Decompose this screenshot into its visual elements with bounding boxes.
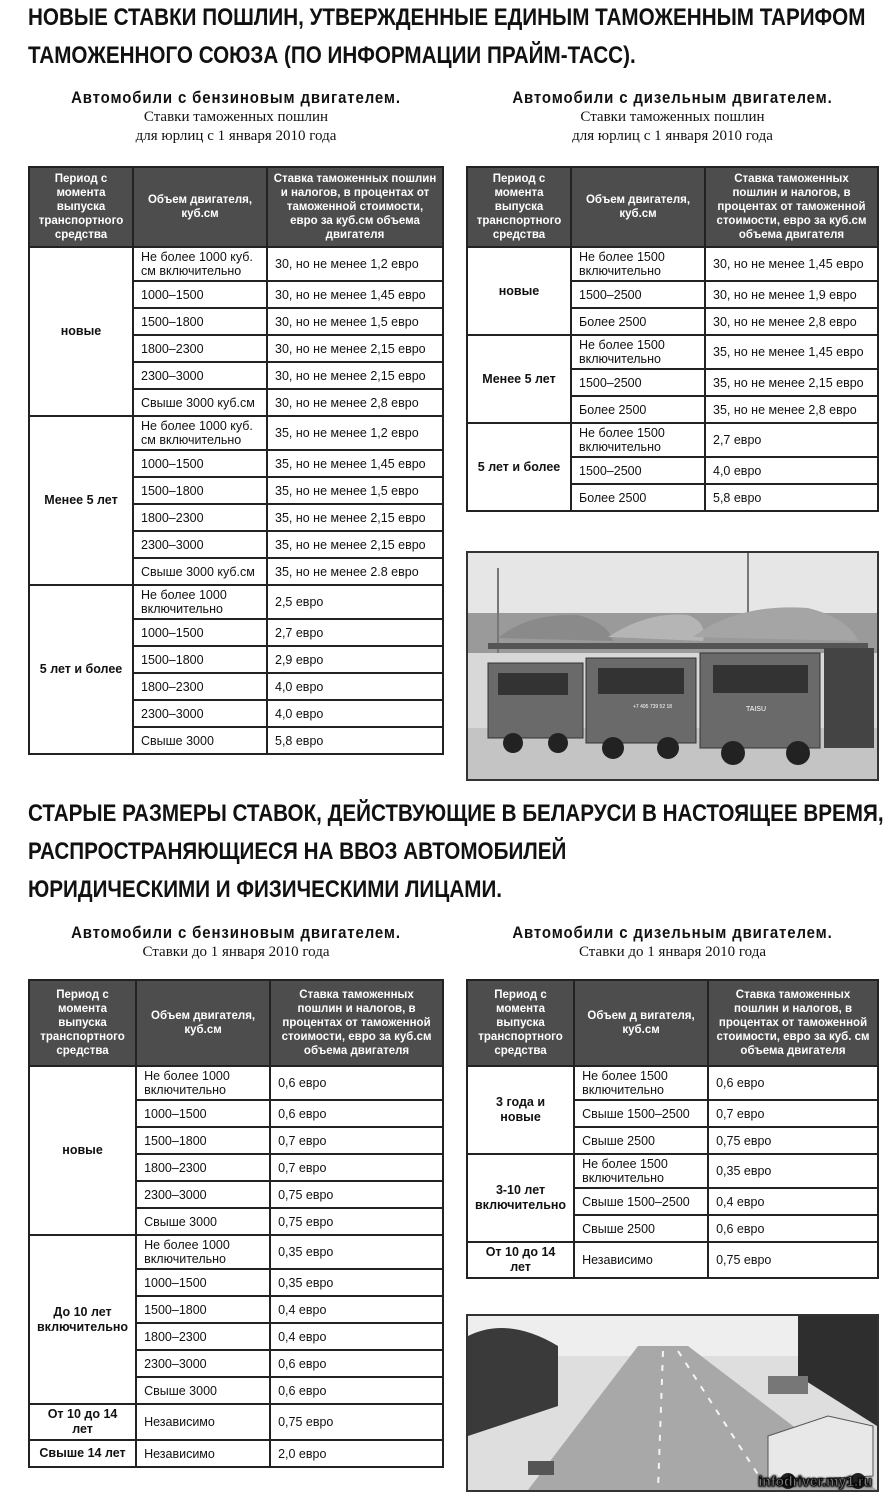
road-image (468, 1316, 877, 1490)
engine-volume-cell: Не более 1500 включительно (571, 335, 705, 369)
engine-volume-cell: 1000–1500 (136, 1269, 270, 1296)
rate-cell: 0,75 евро (270, 1404, 443, 1440)
period-cell: новые (29, 247, 133, 416)
rate-cell: 35, но не менее 1,2 евро (267, 416, 443, 450)
caption-old-diesel (466, 923, 879, 962)
period-cell: новые (29, 1066, 136, 1235)
photo-road (466, 1314, 879, 1492)
engine-volume-cell: 1500–2500 (571, 457, 705, 484)
watermark: infodriver.my1.ru (758, 1473, 872, 1489)
header-engine-volume: Объем двигателя, куб.см (133, 167, 267, 247)
table-header-row (29, 167, 443, 247)
caption-subtitle-1: Ставки до 1 января 2010 года (579, 944, 766, 960)
engine-volume-cell: 1800–2300 (133, 673, 267, 700)
header-rate: Ставка таможенных пошлин и налогов, в процентах от таможенной стоимости, евро за куб.см объема двигателя (267, 167, 443, 247)
engine-volume-cell: Свыше 3000 (136, 1208, 270, 1235)
table-row (29, 416, 443, 450)
rate-cell: 4,0 евро (267, 673, 443, 700)
rate-cell: 4,0 евро (705, 457, 878, 484)
rate-cell: 30, но не менее 1,2 евро (267, 247, 443, 281)
engine-volume-cell: 1500–1800 (133, 646, 267, 673)
table-new-diesel (466, 166, 879, 512)
caption-new-petrol (28, 88, 444, 146)
rate-cell: 35, но не менее 1,45 евро (267, 450, 443, 477)
table-row (467, 247, 878, 281)
rate-cell: 35, но не менее 2,8 евро (705, 396, 878, 423)
rate-cell: 2,5 евро (267, 585, 443, 619)
rate-cell: 0,35 евро (708, 1154, 878, 1188)
rate-cell: 4,0 евро (267, 700, 443, 727)
rate-cell: 5,8 евро (705, 484, 878, 511)
table-old-diesel (466, 979, 879, 1279)
rate-cell: 30, но не менее 1,9 евро (705, 281, 878, 308)
rate-cell: 0,7 евро (270, 1154, 443, 1181)
engine-volume-cell: 1000–1500 (133, 450, 267, 477)
table-row (467, 1066, 878, 1100)
period-cell: 5 лет и более (467, 423, 571, 511)
rate-cell: 0,6 евро (270, 1066, 443, 1100)
table-header-row (467, 167, 878, 247)
rate-cell: 0,7 евро (708, 1100, 878, 1127)
period-cell: До 10 лет включительно (29, 1235, 136, 1404)
engine-volume-cell: Свыше 1500–2500 (574, 1100, 708, 1127)
engine-volume-cell: Свыше 3000 (133, 727, 267, 754)
period-cell: 3 года и новые (467, 1066, 574, 1154)
rate-cell: 35, но не менее 2,15 евро (267, 531, 443, 558)
rate-cell: 30, но не менее 1,45 евро (267, 281, 443, 308)
engine-volume-cell: 1000–1500 (133, 619, 267, 646)
caption-old-petrol (28, 923, 444, 962)
engine-volume-cell: Независимо (136, 1404, 270, 1440)
engine-volume-cell: Не более 1000 куб. см включительно (133, 247, 267, 281)
rate-cell: 0,6 евро (270, 1100, 443, 1127)
heading-new-line-1: НОВЫЕ СТАВКИ ПОШЛИН, УТВЕРЖДЕННЫЕ ЕДИНЫМ ТАМОЖЕННЫМ ТАРИФОМ (28, 4, 866, 31)
engine-volume-cell: Более 2500 (571, 484, 705, 511)
table-old-petrol (28, 979, 444, 1468)
engine-volume-cell: Свыше 1500–2500 (574, 1188, 708, 1215)
caption-subtitle-1: Ставки до 1 января 2010 года (142, 944, 330, 960)
header-rate: Ставка таможенных пошлин и налогов, в процентах от таможенной стоимости, евро за куб.см объема двигателя (270, 980, 443, 1066)
rate-cell: 2,9 евро (267, 646, 443, 673)
rate-cell: 35, но не менее 1,5 евро (267, 477, 443, 504)
period-cell: 3-10 лет включительно (467, 1154, 574, 1242)
engine-volume-cell: 2300–3000 (133, 531, 267, 558)
engine-volume-cell: 1000–1500 (133, 281, 267, 308)
engine-volume-cell: 1500–2500 (571, 369, 705, 396)
caption-subtitle-2: для юрлиц с 1 января 2010 года (572, 128, 773, 144)
rate-cell: 0,35 евро (270, 1235, 443, 1269)
table-row (29, 1404, 443, 1440)
rate-cell: 0,7 евро (270, 1127, 443, 1154)
table-row (29, 1066, 443, 1100)
engine-volume-cell: Не более 1000 куб. см включительно (133, 416, 267, 450)
period-cell: Менее 5 лет (29, 416, 133, 585)
period-cell: Менее 5 лет (467, 335, 571, 423)
header-period: Период с момента выпуска транспортного средства (29, 980, 136, 1066)
header-engine-volume: Объем д вигателя, куб.см (574, 980, 708, 1066)
header-rate: Ставка таможенных пошлин и налогов, в процентах от таможенной стоимости, евро за куб. см объема двигателя (708, 980, 878, 1066)
engine-volume-cell: 1500–1800 (133, 308, 267, 335)
rate-cell: 35, но не менее 2,15 евро (705, 369, 878, 396)
period-cell: Свыше 14 лет (29, 1440, 136, 1467)
caption-new-diesel (466, 88, 879, 146)
period-cell: От 10 до 14 лет (29, 1404, 136, 1440)
engine-volume-cell: Более 2500 (571, 308, 705, 335)
rate-cell: 30, но не менее 2,8 евро (267, 389, 443, 416)
period-cell: новые (467, 247, 571, 335)
engine-volume-cell: 1800–2300 (136, 1154, 270, 1181)
engine-volume-cell: 1500–1800 (136, 1296, 270, 1323)
engine-volume-cell: Свыше 3000 куб.см (133, 558, 267, 585)
engine-volume-cell: Свыше 3000 (136, 1377, 270, 1404)
rate-cell: 0,6 евро (708, 1066, 878, 1100)
engine-volume-cell: Более 2500 (571, 396, 705, 423)
table-row (467, 1242, 878, 1278)
rate-cell: 30, но не менее 2,15 евро (267, 362, 443, 389)
engine-volume-cell: Независимо (136, 1440, 270, 1467)
rate-cell: 0,6 евро (270, 1350, 443, 1377)
table-header-row (467, 980, 878, 1066)
caption-subtitle-2: для юрлиц с 1 января 2010 года (135, 128, 337, 144)
header-period: Период с момента выпуска транспортного средства (467, 167, 571, 247)
engine-volume-cell: 2300–3000 (136, 1350, 270, 1377)
caption-title: Автомобили с дизельным двигателем. (512, 88, 833, 107)
caption-subtitle-1: Ставки таможенных пошлин (580, 109, 765, 125)
table-row (467, 1154, 878, 1188)
rate-cell: 35, но не менее 2.8 евро (267, 558, 443, 585)
table-row (29, 1440, 443, 1467)
caption-title: Автомобили с бензиновым двигателем. (71, 88, 401, 107)
rate-cell: 2,7 евро (705, 423, 878, 457)
engine-volume-cell: Свыше 3000 куб.см (133, 389, 267, 416)
rate-cell: 30, но не менее 1,5 евро (267, 308, 443, 335)
header-period: Период с момента выпуска транспортного средства (29, 167, 133, 247)
engine-volume-cell: Свыше 2500 (574, 1127, 708, 1154)
table-row (29, 247, 443, 281)
engine-volume-cell: Независимо (574, 1242, 708, 1278)
header-rate: Ставка таможенных пошлин и налогов, в процентах от таможенной стоимости, евро за куб.см объема двигателя (705, 167, 878, 247)
engine-volume-cell: Не более 1000 включительно (136, 1066, 270, 1100)
engine-volume-cell: 1500–1800 (133, 477, 267, 504)
engine-volume-cell: Не более 1000 включительно (133, 585, 267, 619)
caption-title: Автомобили с дизельным двигателем. (512, 923, 833, 942)
engine-volume-cell: Не более 1500 включительно (571, 247, 705, 281)
heading-new-line-2: ТАМОЖЕННОГО СОЮЗА (ПО ИНФОРМАЦИИ ПРАЙМ-ТАСС). (28, 42, 636, 69)
rate-cell: 2,0 евро (270, 1440, 443, 1467)
engine-volume-cell: 1000–1500 (136, 1100, 270, 1127)
period-cell: От 10 до 14 лет (467, 1242, 574, 1278)
rate-cell: 2,7 евро (267, 619, 443, 646)
caption-title: Автомобили с бензиновым двигателем. (71, 923, 401, 942)
engine-volume-cell: 1800–2300 (136, 1323, 270, 1350)
table-row (29, 1235, 443, 1269)
table-row (467, 423, 878, 457)
engine-volume-cell: Не более 1500 включительно (574, 1154, 708, 1188)
heading-old-line-3: ЮРИДИЧЕСКИМИ И ФИЗИЧЕСКИМИ ЛИЦАМИ. (28, 876, 503, 903)
rate-cell: 30, но не менее 2,8 евро (705, 308, 878, 335)
photo-car-transporters (466, 551, 879, 781)
rate-cell: 35, но не менее 1,45 евро (705, 335, 878, 369)
engine-volume-cell: 1500–2500 (571, 281, 705, 308)
engine-volume-cell: 1800–2300 (133, 504, 267, 531)
rate-cell: 0,4 евро (270, 1323, 443, 1350)
rate-cell: 0,75 евро (270, 1208, 443, 1235)
engine-volume-cell: 1800–2300 (133, 335, 267, 362)
engine-volume-cell: 2300–3000 (133, 362, 267, 389)
car-transporter-trucks-image (468, 553, 877, 779)
table-new-petrol (28, 166, 444, 755)
rate-cell: 0,75 евро (270, 1181, 443, 1208)
rate-cell: 0,75 евро (708, 1242, 878, 1278)
heading-old-line-2: РАСПРОСТРАНЯЮЩИЕСЯ НА ВВОЗ АВТОМОБИЛЕЙ (28, 838, 567, 865)
rate-cell: 0,6 евро (270, 1377, 443, 1404)
period-cell: 5 лет и более (29, 585, 133, 754)
caption-subtitle-1: Ставки таможенных пошлин (143, 109, 329, 125)
header-engine-volume: Объем двигателя, куб.см (136, 980, 270, 1066)
engine-volume-cell: Не более 1500 включительно (571, 423, 705, 457)
table-row (467, 335, 878, 369)
table-row (29, 585, 443, 619)
rate-cell: 0,75 евро (708, 1127, 878, 1154)
header-engine-volume: Объем двигателя, куб.см (571, 167, 705, 247)
rate-cell: 0,6 евро (708, 1215, 878, 1242)
rate-cell: 0,35 евро (270, 1269, 443, 1296)
rate-cell: 0,4 евро (270, 1296, 443, 1323)
table-header-row (29, 980, 443, 1066)
truck-brand-label: TAISU (745, 706, 767, 713)
rate-cell: 0,4 евро (708, 1188, 878, 1215)
engine-volume-cell: Не более 1000 включительно (136, 1235, 270, 1269)
engine-volume-cell: 2300–3000 (133, 700, 267, 727)
header-period: Период с момента выпуска транспортного средства (467, 980, 574, 1066)
rate-cell: 30, но не менее 2,15 евро (267, 335, 443, 362)
rate-cell: 35, но не менее 2,15 евро (267, 504, 443, 531)
rate-cell: 5,8 евро (267, 727, 443, 754)
engine-volume-cell: 2300–3000 (136, 1181, 270, 1208)
engine-volume-cell: 1500–1800 (136, 1127, 270, 1154)
truck-phone-label: +7 495 739 52 18 (633, 704, 673, 710)
engine-volume-cell: Не более 1500 включительно (574, 1066, 708, 1100)
engine-volume-cell: Свыше 2500 (574, 1215, 708, 1242)
rate-cell: 30, но не менее 1,45 евро (705, 247, 878, 281)
heading-old-line-1: СТАРЫЕ РАЗМЕРЫ СТАВОК, ДЕЙСТВУЮЩИЕ В БЕЛАРУСИ В НАСТОЯЩЕЕ ВРЕМЯ, (28, 800, 884, 827)
